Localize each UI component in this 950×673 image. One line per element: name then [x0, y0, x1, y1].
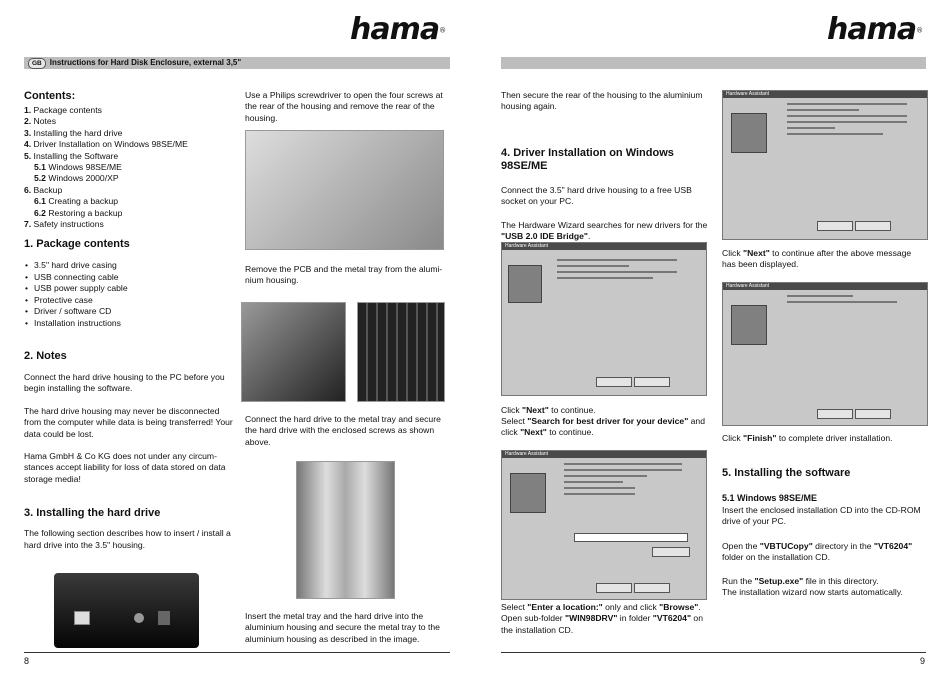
notes-p2: The hard drive housing may never be disconnected from the computer while data is being transferred! Your data could be lost.: [24, 405, 233, 439]
toc-item: 7. Safety instructions: [24, 219, 104, 230]
col4-p5: Run the "Setup.exe" file in this directory. The installation wizard now starts automatically.: [722, 576, 903, 598]
install-hd-heading: 3. Installing the hard drive: [24, 507, 161, 520]
col3-p1: Then secure the rear of the housing to the aluminium housing again.: [501, 90, 703, 112]
enclosure-photo: [54, 573, 199, 648]
col3-p6: Select "Enter a location:" only and click "Browse". Open sub-folder "WIN98DRV" in folder "VT6204" on the installation CD.: [501, 602, 703, 635]
wizard-screenshot-3: Hardware Assistant: [722, 90, 928, 240]
metal-tray-photo: [296, 461, 395, 599]
header-bar-left: [24, 57, 450, 69]
col3-p5: Select "Search for best driver for your device" and click "Next" to continue.: [501, 416, 705, 438]
wizard-screenshot-4: Hardware Assistant: [722, 282, 928, 426]
power-jack-icon: [134, 613, 144, 623]
usb-port-icon: [74, 611, 90, 625]
package-list-item: • Driver / software CD: [34, 306, 234, 317]
tray-photo: [357, 302, 445, 402]
rear-housing-photo: [245, 130, 444, 250]
toc-item: 6.2 Restoring a backup: [34, 207, 123, 218]
install-software-heading: 5. Installing the software: [722, 467, 851, 479]
package-list-item: • Protective case: [34, 295, 234, 306]
header-bar-right: [501, 57, 926, 69]
col2-p2: Remove the PCB and the metal tray from the alumi-nium housing.: [245, 264, 443, 286]
col4-p1: Click "Next" to continue after the above message has been displayed.: [722, 248, 912, 270]
hama-logo-left: hama®: [350, 12, 446, 47]
toc-item: 5. Installing the Software: [24, 150, 119, 161]
page-number-left: 8: [24, 656, 30, 666]
switch-icon: [158, 611, 170, 625]
toc-item: 5.2 Windows 2000/XP: [34, 173, 119, 184]
computer-icon: [731, 113, 767, 153]
col3-p4: Click "Next" to continue.: [501, 405, 596, 415]
package-list-item: • 3.5" hard drive casing: [34, 260, 234, 271]
win98-subheading: 5.1 Windows 98SE/ME: [722, 493, 817, 503]
col2-p3: Connect the hard drive to the metal tray and secure the hard drive with the enclosed screws as shown above.: [245, 414, 441, 447]
col2-p1: Use a Philips screwdriver to open the four screws at the rear of the housing and remove the rear of the housing.: [245, 90, 443, 123]
toc-item: 4. Driver Installation on Windows 98SE/ME: [24, 139, 188, 150]
package-list: [24, 260, 234, 328]
col3-p2: Connect the 3.5" hard drive housing to a free USB socket on your PC.: [501, 185, 692, 207]
computer-icon: [510, 473, 546, 513]
page-number-right: 9: [920, 656, 926, 666]
toc-item: 3. Installing the hard drive: [24, 127, 123, 138]
col4-p3: Insert the enclosed installation CD into the CD-ROM drive of your PC.: [722, 505, 921, 527]
toc-item: 6. Backup: [24, 184, 63, 195]
toc-item: 1. Package contents: [24, 105, 102, 115]
computer-icon: [508, 265, 542, 303]
pcb-photo: [241, 302, 346, 402]
col3-p3: The Hardware Wizard searches for new drivers for the "USB 2.0 IDE Bridge".: [501, 220, 708, 242]
left-footer-rule: [24, 652, 450, 653]
col4-p4: Open the "VBTUCopy" directory in the "VT6204" folder on the installation CD.: [722, 541, 913, 563]
wizard-screenshot-2: Hardware Assistant: [501, 450, 707, 600]
notes-p3: Hama GmbH & Co KG does not under any circum-stances accept liability for loss of data stored on data storage media!: [24, 450, 226, 484]
col4-p2: Click "Finish" to complete driver installation.: [722, 433, 893, 443]
table-of-contents: [24, 105, 234, 230]
toc-item: 5.1 Windows 98SE/ME: [34, 162, 122, 173]
notes-heading: 2. Notes: [24, 349, 67, 362]
contents-heading: Contents:: [24, 90, 76, 102]
wizard-screenshot-1: Hardware Assistant: [501, 242, 707, 396]
hama-logo-right: hama®: [827, 12, 923, 47]
col2-p4: Insert the metal tray and the hard drive into the aluminium housing and secure the metal tray to the aluminium housing as described in the image.: [245, 611, 440, 644]
install-hd-p1: The following section describes how to insert / install a hard drive into the 3.5" housing.: [24, 528, 231, 550]
notes-p1: Connect the hard drive housing to the PC before you begin installing the software.: [24, 371, 225, 394]
computer-icon: [731, 305, 767, 345]
language-badge: GB: [28, 58, 46, 69]
driver-install-heading: 4. Driver Installation on Windows 98SE/ME: [501, 147, 674, 172]
package-list-item: • USB power supply cable: [34, 283, 234, 294]
column-1: [24, 90, 234, 551]
header-title: Instructions for Hard Disk Enclosure, external 3,5": [49, 58, 242, 67]
toc-item: 6.1 Creating a backup: [34, 196, 119, 207]
toc-item: 2. Notes: [24, 116, 57, 127]
package-list-item: • Installation instructions: [34, 318, 234, 329]
package-heading: 1. Package contents: [24, 238, 130, 251]
right-footer-rule: [501, 652, 926, 653]
package-list-item: • USB connecting cable: [34, 272, 234, 283]
